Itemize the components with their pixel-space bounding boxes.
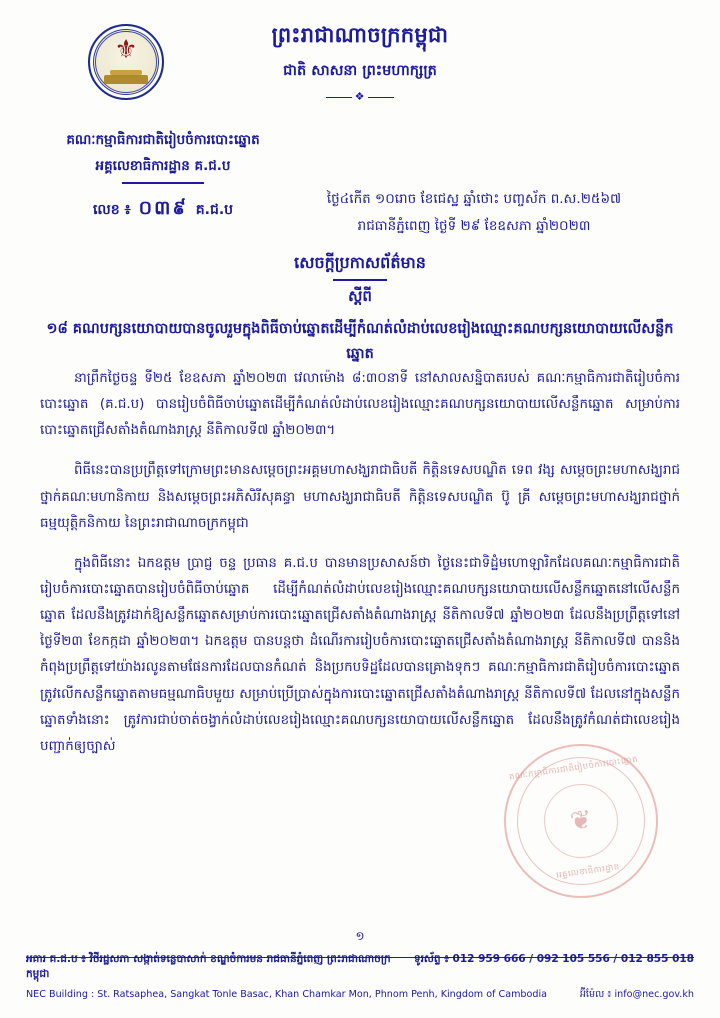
document-number-value: ០៣៩ bbox=[138, 196, 188, 219]
issuer-block bbox=[28, 128, 298, 226]
date-gregorian: រាជធានីភ្នំពេញ ថ្ងៃទី ២៩ ខែឧសភា ឆ្នាំ២០២៣ bbox=[357, 218, 591, 234]
seal-center-glyph: ❦ bbox=[539, 779, 623, 863]
ornament-line-right bbox=[368, 97, 394, 98]
date-lunar: ថ្ងៃ៤កើត ១០រោច ខែជេស្ឋ ឆ្នាំថោះ បញ្ចស័ក ព.ស.២៥៦៧ bbox=[326, 191, 622, 207]
subject-block bbox=[0, 252, 720, 367]
footer-address-khmer: អគារ គ.ជ.ប ៖ វិថីរដ្ឋសភា សង្កាត់ទន្លេបាសាក់ ខណ្ឌចំការមន រាជធានីភ្នំពេញ ព្រះរាជាណាចក្រកម្ពុជា bbox=[26, 953, 391, 980]
issuer-underline bbox=[122, 182, 204, 184]
emblem-figure: ⚜ bbox=[114, 35, 138, 65]
date-block bbox=[274, 186, 674, 240]
kingdom-title: ព្រះរាជាណាចក្រកម្ពុជា bbox=[271, 23, 449, 47]
page-number: ១ bbox=[355, 929, 365, 943]
seal-top-text: គណៈកម្មាធិការជាតិរៀបចំការបោះឆ្នោត bbox=[508, 754, 639, 783]
cambodia-national-emblem-icon bbox=[88, 24, 164, 100]
seal-bottom-text: អគ្គលេខាធិការដ្ឋាន bbox=[555, 862, 621, 881]
document-number-row bbox=[28, 190, 298, 226]
footer-address-english: NEC Building : St. Ratsaphea, Sangkat Tonle Basac, Khan Chamkar Mon, Phnom Penh, Kingdom of Cambodia bbox=[26, 989, 548, 1000]
kingdom-motto: ជាតិ សាសនា ព្រះមហាក្សត្រ bbox=[283, 63, 437, 79]
issuer-unit: អគ្គលេខាធិការដ្ឋាន គ.ជ.ប bbox=[95, 157, 231, 174]
document-number-suffix: គ.ជ.ប bbox=[195, 201, 234, 218]
body-paragraph: ក្នុងពិធីនោះ ឯកឧត្តម ប្រាជ្ញ ចន្ទ ប្រធាន គ.ជ.ប បានមានប្រសាសន៍ថា ថ្ងៃនេះជាទិដ្ឋំមហោឡារិកដែលគណៈកម្មាធិការជាតិរៀបចំការបោះឆ្នោតបានរៀបចំពិធីចាប់ឆ្នោត ដើម្បីកំណត់លំដាប់លេខរៀងឈ្មោះគណបក្សនយោបាយលើសន្លឹកឆ្នោតនៅលើសន្លឹកឆ្នោត ដែលនឹងត្រូវដាក់ឱ្យសន្លឹកឆ្នោតសម្រាប់ការបោះឆ្នោតជ្រើសតាំងតំណាងរាស្ត្រ នីតិកាលទី៧ ឆ្នាំ២០២៣ ដែលនឹងប្រព្រឹត្តទៅនៅថ្ងៃទី២៣ ខែកក្កដា ឆ្នាំ២០២៣។ ឯកឧត្តម បានបន្តថា ដំណើរការរៀបចំការបោះឆ្នោតជ្រើសតាំងតំណាងរាស្ត្រ នីតិកាលទី៧ បាននិងកំពុងប្រព្រឹត្តទៅយ៉ាងរលូនតាមផែនការដែលបានកំណត់ និងប្រកបទិដ្ឋដែលបានគ្រោងទុកៗ គណៈកម្មាធិការជាតិរៀបចំការបោះឆ្នោត ត្រូវលើកសន្លឹកឆ្នោតតាមធម្មណាធិបមួយ សម្រាប់ប្រើប្រាស់ក្នុងការបោះឆ្នោតជ្រើសតាំងតំណាងរាស្ត្រ នីតិកាលទី៧ ដែលនៅក្នុងសន្លឹកឆ្នោតទាំងនោះ ត្រូវការជាប់ចាត់ចង្វាក់លំដាប់លេខរៀងឈ្មោះគណបក្សនយោបាយលើសន្លឹកឆ្នោត ដែលនឹងត្រូវកំណត់ជាលេខរៀងបញ្ជាក់ឲ្យច្បាស់ bbox=[40, 555, 680, 754]
emblem-pedestal-lower bbox=[104, 75, 148, 84]
footer-row-english bbox=[26, 988, 694, 1002]
ornament-line-left bbox=[326, 97, 352, 98]
body-paragraph: ពិធីនេះបានប្រព្រឹត្តទៅក្រោមព្រះមានសម្តេចព្រះអគ្គមហាសង្ឃរាជាធិបតី កិត្តិនទេសបណ្ឌិត ទេព វង្ស សម្តេចព្រះមហាសង្ឃរាជថ្នាក់គណៈមហានិកាយ និងសម្តេចព្រះអភិសិរីសុគន្ធា មហាសង្ឃរាជាធិបតី កិត្តិនទេសបណ្ឌិត ប៊ូ គ្រី សម្តេចព្រះមហាសង្ឃរាជថ្នាក់ធម្មយុត្តិកនិកាយ នៃព្រះរាជាណាចក្រកម្ពុជា bbox=[40, 463, 680, 531]
issuer-organization: គណៈកម្មាធិការជាតិរៀបចំការបោះឆ្នោត bbox=[66, 132, 260, 148]
document-number-label: លេខ ៖ bbox=[92, 201, 131, 218]
subject-description: ១៨ គណបក្សនយោបាយបានចូលរួមក្នុងពិធីចាប់ឆ្នោតដើម្បីកំណត់លំដាប់លេខរៀងឈ្មោះគណបក្សនយោបាយលើសន្លឹកឆ្នោត bbox=[46, 320, 674, 362]
ornament-glyph: ❖ bbox=[354, 90, 366, 103]
body-paragraph: នាព្រឹកថ្ងៃចន្ទ ទី២៥ ខែឧសភា ឆ្នាំ២០២៣ វេលាម៉ោង ៨:៣០នាទី នៅសាលសន្និបាតរបស់ គណៈកម្មាធិការជាតិរៀបចំការបោះឆ្នោត (គ.ជ.ប) បានរៀបចំពិធីចាប់ឆ្នោតដើម្បីកំណត់លំដាប់លេខរៀងឈ្មោះគណបក្សនយោបាយលើសន្លឹកឆ្នោត សម្រាប់ការបោះឆ្នោតជ្រើសតាំងតំណាងរាស្ត្រ នីតិកាលទី៧ ឆ្នាំ២០២៣។ bbox=[40, 371, 680, 439]
document-footer bbox=[26, 953, 694, 1002]
document-body bbox=[40, 366, 680, 774]
footer-row-khmer bbox=[26, 953, 694, 983]
subject-title: សេចក្តីប្រកាសព័ត៌មាន bbox=[294, 253, 426, 272]
footer-email[interactable]: អ៊ីម៉ែល ៖ info@nec.gov.kh bbox=[579, 989, 694, 1000]
subject-regarding: ស្តីពី bbox=[348, 286, 372, 305]
document-header bbox=[0, 0, 720, 120]
footer-phone-khmer: ទូរស័ព្ទ ៖ 012 959 666 / 092 105 556 / 012 855 018 bbox=[413, 953, 694, 965]
subject-underline bbox=[333, 279, 387, 281]
